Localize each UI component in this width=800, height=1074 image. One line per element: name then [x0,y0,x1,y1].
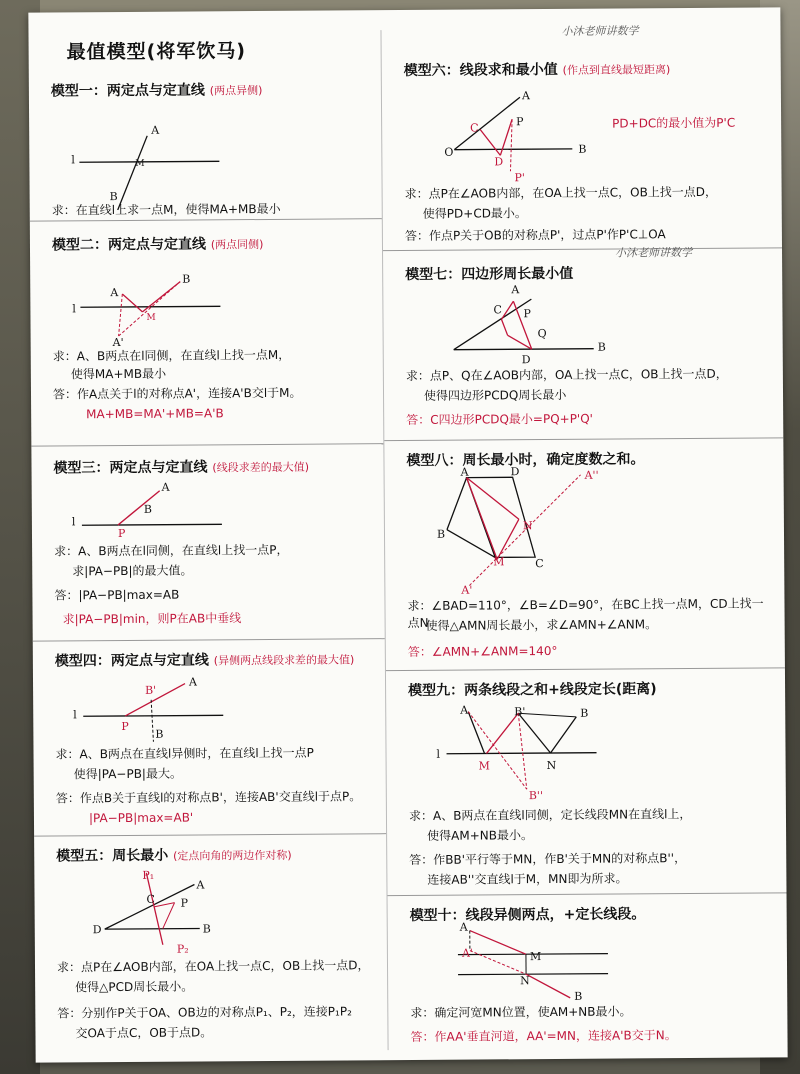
model-10-diagram [388,922,788,1005]
model-8 [384,437,785,671]
m10-label-b: B [574,989,583,1003]
model-2-answer-1: 答：作A点关于l的对称点A'，连接A'B交l于M。 [52,385,302,402]
m5-label-p: P [180,896,189,910]
m6-label-d: D [494,155,504,169]
m7-label-a: A [511,283,520,297]
m2-label-m: M [146,312,156,323]
note-sheet [28,7,787,1062]
model-4-diagram [33,668,386,745]
model-9 [386,667,787,896]
model-1-diagram [29,98,382,210]
model-2-answer-2: MA+MB=MA'+MB=A'B [86,406,224,422]
m2-label-a-prime: A' [112,335,124,350]
model-5-answer-1: 答：分别作P关于OA、OB边的对称点P₁、P₂，连接P₁P₂ [57,1004,352,1021]
model-6 [382,47,782,251]
m9-label-a: A [460,703,469,717]
m6-label-p-prime: P' [514,171,525,185]
model-8-answer-1: 答：∠AMN+∠ANM=140° [407,643,558,660]
model-5-diagram [34,863,387,955]
model-4-answer-1: 答：作点B关于直线l的对称点B'，连接AB'交直线l于点P。 [55,789,362,806]
model-2 [30,218,384,446]
m4-label-a: A [188,675,198,689]
m8-label-b: B [436,527,446,541]
m9-label-l: l [436,747,441,761]
right-column [381,7,787,1060]
model-4-question-2: 使得|PA−PB|最大。 [73,766,183,782]
m9-label-b: B [580,706,589,720]
model-10-heading: 模型十：线段异侧两点，+定长线段。 [409,906,646,924]
model-1-question: 求：在直线l上求一点M，使得MA+MB最小 [51,201,281,218]
model-4-question-1: 求：A、B两点在直线l异侧时，在直线l上找一点P [55,745,314,762]
model-6-tag: (作点到直线最短距离) [562,63,671,77]
model-10 [388,892,788,1055]
model-6-answer-1: 答：作点P关于OB的对称点P'，过点P'作P'C⊥OA [404,227,666,244]
m6-label-p: P [516,115,524,129]
model-8-question-2: 使得△AMN周长最小，求∠AMN+∠ANM。 [425,617,658,633]
model-7-question-2: 使得四边形PCDQ周长最小 [423,387,567,403]
model-5-answer-2: 交OA于点C，OB于点D。 [75,1025,213,1041]
model-10-answer-1: 答：作AA'垂直河道，AA'=MN，连接A'B交于N。 [410,1028,677,1044]
m2-label-l: l [72,302,76,316]
m3-label-a: A [161,480,170,494]
model-4 [33,638,386,836]
model-1-tag: (两点异侧) [209,84,263,98]
m7-label-q: Q [537,327,547,341]
m3-label-l: l [71,515,76,529]
model-1 [29,68,382,221]
model-9-answer-1: 答：作BB'平行等于MN，作B'关于MN的对称点B''， [409,851,687,867]
m8-label-m: M [493,555,505,569]
model-7 [383,247,783,441]
m4-label-p: P [121,719,129,734]
m10-label-a: A [459,920,468,934]
m3-label-b: B [143,502,152,516]
m2-label-b: B [182,272,191,286]
model-2-question-2: 使得MA+MB最小 [70,366,167,382]
m5-label-c: C [146,892,156,906]
m5-label-p1: P₁ [142,868,155,882]
m6-label-b: B [578,142,587,156]
m5-label-a: A [196,878,205,892]
model-3-diagram [32,473,384,545]
m1-label-a: A [151,123,160,137]
model-6-heading: 模型六：线段求和最小值 [403,61,558,80]
m6-label-c: C [470,121,479,135]
m10-label-a-prime: A' [461,946,473,960]
model-5-tag: (定点向角的两边作对称) [173,848,292,863]
model-5 [34,833,388,1055]
m4-label-b-prime: B' [145,683,157,697]
m3-label-p: P [117,526,126,541]
m9-label-b-prime: B' [514,705,526,719]
model-9-answer-2: 连接AB''交直线l于M，MN即为所求。 [427,871,628,887]
model-2-question-1: 求：A、B两点在l同侧，在直线l上找一点M， [52,347,291,364]
model-3-tag: (线段求差的最大值) [212,460,310,475]
signature-top: 小沐老师讲数学 [561,24,639,38]
m8-label-a: A [460,465,469,479]
model-8-heading: 模型八：周长最小时，确定度数之和。 [406,451,645,470]
model-5-question-1: 求：点P在∠AOB内部，在OA上找一点C，OB上找一点D， [56,958,370,975]
m6-label-a: A [521,89,530,103]
m5-label-p2: P₂ [176,942,189,956]
model-6-question-2: 使得PD+CD最小。 [422,206,527,221]
model-6-note: PD+DC的最小值为P'C [612,115,736,131]
model-4-tag: (异侧两点线段求差的最大值) [213,653,355,668]
m1-label-b: B [109,190,118,204]
m5-label-b: B [202,922,211,936]
m2-label-a: A [110,286,119,300]
m10-label-n: N [520,974,530,988]
model-3-question-2: 求|PA−PB|的最大值。 [72,563,193,579]
model-3-answer-1: 答：|PA−PB|max=AB [54,587,180,603]
m8-label-c: C [535,557,544,571]
model-2-diagram [30,258,383,350]
m8-label-d: D [510,465,520,479]
model-2-tag: (两点同侧) [210,238,264,252]
left-column [28,10,387,1062]
model-3-question-1: 求：A、B两点在l同侧，在直线l上找一点P， [54,542,289,559]
m8-label-a-prime2: A'' [584,468,599,482]
m4-label-l: l [73,708,77,722]
model-3-heading: 模型三：两定点与定直线 [53,459,208,477]
model-9-question-2: 使得AM+NB最小。 [427,828,533,843]
model-9-heading: 模型九：两条线段之和+线段定长(距离) [408,681,657,700]
model-10-question-1: 求：确定河宽MN位置，使AM+NB最小。 [410,1004,632,1020]
m5-label-o: D [92,923,102,937]
m7-label-c: C [493,303,502,317]
model-7-answer-1: 答：C四边形PCDQ最小=PQ+P'Q' [406,411,594,428]
page-title: 最值模型(将军饮马) [66,40,247,64]
model-1-heading: 模型一：两定点与定直线 [50,82,205,100]
model-5-heading: 模型五：周长最小 [56,847,169,865]
m9-label-b-prime2: B'' [528,789,544,803]
model-7-heading: 模型七：四边形周长最小值 [405,265,574,284]
m7-label-d: D [521,353,531,367]
m1-label-l: l [71,153,75,167]
model-7-question-1: 求：点P、Q在∠AOB内部，OA上找一点C，OB上找一点D， [405,366,728,384]
m9-label-m: M [478,759,490,773]
model-2-heading: 模型二：两定点与定直线 [51,236,207,254]
m7-label-b: B [597,340,606,354]
model-8-question-1: 求：∠BAD=110°，∠B=∠D=90°，在BC上找一点M，CD上找一点N [407,596,764,631]
m10-label-m: M [529,950,542,964]
model-4-heading: 模型四：两定点与定直线 [54,652,209,670]
model-9-question-1: 求：A、B两点在直线l同侧，定长线段MN在直线l上， [408,807,692,823]
m8-label-n: N [522,519,533,533]
model-4-answer-2: |PA−PB|max=AB' [88,810,194,826]
m8-label-a-prime: A' [461,583,473,597]
m6-label-o: O [444,145,454,159]
signature-mid: 小沐老师讲数学 [614,246,693,260]
m7-label-p: P [523,307,531,321]
model-6-question-1: 求：点P在∠AOB内部，在OA上找一点C，OB上找一点D， [404,184,718,202]
model-3 [31,443,384,641]
m1-label-m: M [135,158,145,169]
m4-label-b: B [155,727,164,741]
model-3-answer-2: 求|PA−PB|min，则P在AB中垂线 [62,611,242,627]
m9-label-n: N [546,758,557,773]
model-5-question-2: 使得△PCD周长最小。 [75,979,194,995]
